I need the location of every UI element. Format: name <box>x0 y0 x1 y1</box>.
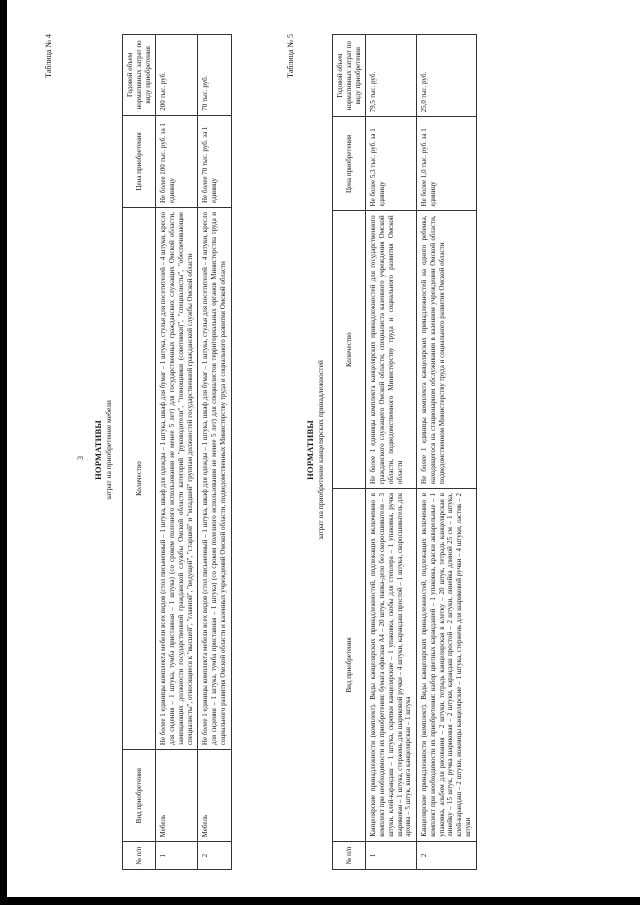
row-num: 1 <box>156 842 198 870</box>
header-type: Вид приобретения <box>123 750 156 842</box>
row-type: Канцелярские принадлежности (комплект). Виды канцелярских принадлежностей, подлежащих включению в комплект при необходимости их приобретения: набор цветных карандашей – 1 упаковка, краски акварельные – 1 упаковка, альбом для рисования – 2 штуки, тетрадь канцелярская в клетку – 20 штук, тетрадь канцелярская в линейку – 15 штук, ручка шариковая – 2 штуки, карандаш простой – 2 штуки, линейка длиной 25 см – 1 штука, клей-карандаш – 2 штуки, ножницы канцелярские – 1 штука, стержень для шариковой ручки – 4 штуки, ластик – 2 штуки <box>417 488 477 841</box>
table5-title: НОРМАТИВЫ <box>305 420 315 480</box>
header-price: Цена приобретения <box>333 117 366 211</box>
table4 <box>122 34 232 870</box>
scan-edge-bottom <box>0 897 640 905</box>
row-price: Не более 5,3 тыс. руб. за 1 единицу <box>366 117 417 211</box>
table-row <box>198 35 231 870</box>
table4-header-row <box>123 35 156 870</box>
table5-header-row <box>333 35 366 870</box>
header-num: № п/п <box>123 842 156 870</box>
table4-subtitle: затрат на приобретение мебели <box>104 400 113 500</box>
row-total: 200 тыс. руб. <box>156 35 198 116</box>
header-type: Вид приобретения <box>333 488 366 841</box>
scan-edge-left <box>0 0 7 905</box>
row-qty: Не более 1 единицы комплекта мебели всех видов (стол письменный – 1 штука, шкаф для одежды – 1 штука, шкаф для бумаг – 1 штука, стулья для посетителей – 4 штуки, кресло для сидения – 1 штука, тумба приставная – 1 штука) (со сроком полезного использования не менее 5 лет) для специалистов территориальных органов Министерства труда и социального развития Омской области и казенных учреждений Омской области, подведомственных Министерству труда и социального развития Омской области <box>198 208 231 750</box>
row-qty: Не более 1 единицы комплекта канцелярских принадлежностей на одного ребенка, находящегося на стационарном обслуживании в казенном учреждении Омской области, подведомственном Министерству труда и социального развития Омской области <box>417 211 477 489</box>
table-row <box>156 35 198 870</box>
rotated-page <box>18 20 618 880</box>
table5-subtitle: затрат на приобретение канцелярских принадлежностей <box>316 360 325 540</box>
row-num: 2 <box>198 842 231 870</box>
row-total: 70 тыс. руб. <box>198 35 231 116</box>
row-total: 79,5 тыс. руб. <box>366 35 417 117</box>
row-price: Не более 1,0 тыс. руб. за 1 единицу <box>417 117 477 211</box>
row-num: 1 <box>366 841 417 869</box>
page-number: 3 <box>76 456 85 460</box>
row-type: Канцелярские принадлежности (комплект). Виды канцелярских принадлежностей, подлежащих включению в комплект при необходимости их приобретения: бумага офисная А4 – 20 штук, папка-дело без скоросшивателя – 3 штуки, клей-карандаш – 1 штука, скрепки канцелярские – 1 упаковка, скобы для степлера – 1 упаковка, ручка шариковая – 1 штука, стержень для шариковой ручки – 4 штуки, карандаш простой – 1 штука, скоросшиватель для архива – 5 штук, книга канцелярская – 1 штука <box>366 488 417 841</box>
header-qty: Количество <box>333 211 366 489</box>
table5-label: Таблица № 5 <box>286 34 295 78</box>
header-num: № п/п <box>333 841 366 869</box>
header-total: Годовой объем нормативных затрат по виду приобретения <box>333 35 366 117</box>
row-price: Не более 70 тыс. руб. за 1 единицу <box>198 115 231 207</box>
table5 <box>332 34 477 870</box>
row-type: Мебель <box>198 750 231 842</box>
header-total: Годовой объем нормативных затрат по виду приобретения <box>123 35 156 116</box>
table-row <box>417 35 477 870</box>
row-qty: Не более 1 единицы комплекта канцелярских принадлежностей для государственного гражданского служащего Омской области, специалиста казенного учреждения Омской области, подведомственного Министерству труда и социального развития Омской области <box>366 211 417 489</box>
table4-title: НОРМАТИВЫ <box>93 420 103 480</box>
header-price: Цена приобретения <box>123 115 156 207</box>
table-row <box>366 35 417 870</box>
header-qty: Количество <box>123 208 156 750</box>
row-price: Не более 100 тыс. руб. за 1 единицу <box>156 115 198 207</box>
row-num: 2 <box>417 841 477 869</box>
row-type: Мебель <box>156 750 198 842</box>
row-total: 25,0 тыс. руб. <box>417 35 477 117</box>
table4-label: Таблица № 4 <box>44 34 53 78</box>
row-qty: Не более 1 единицы комплекта мебели всех видов (стол письменный – 1 штука, шкаф для одежды – 1 штука, шкаф для бумаг – 1 штука, стулья для посетителей – 4 штуки, кресло для сидения – 1 штука, тумба приставная – 1 штука) (со сроком полезного использования не менее 5 лет) для государственных гражданских служащих Омской области, замещающих должности государственной гражданской службы Омской области категорий "руководители", "помощники (советники)", "специалисты", "обеспечивающие специалисты", относящиеся к "высшей", "главной", "ведущей", "старшей" и "младшей" группам должностей государственной гражданской службы Омской области <box>156 208 198 750</box>
